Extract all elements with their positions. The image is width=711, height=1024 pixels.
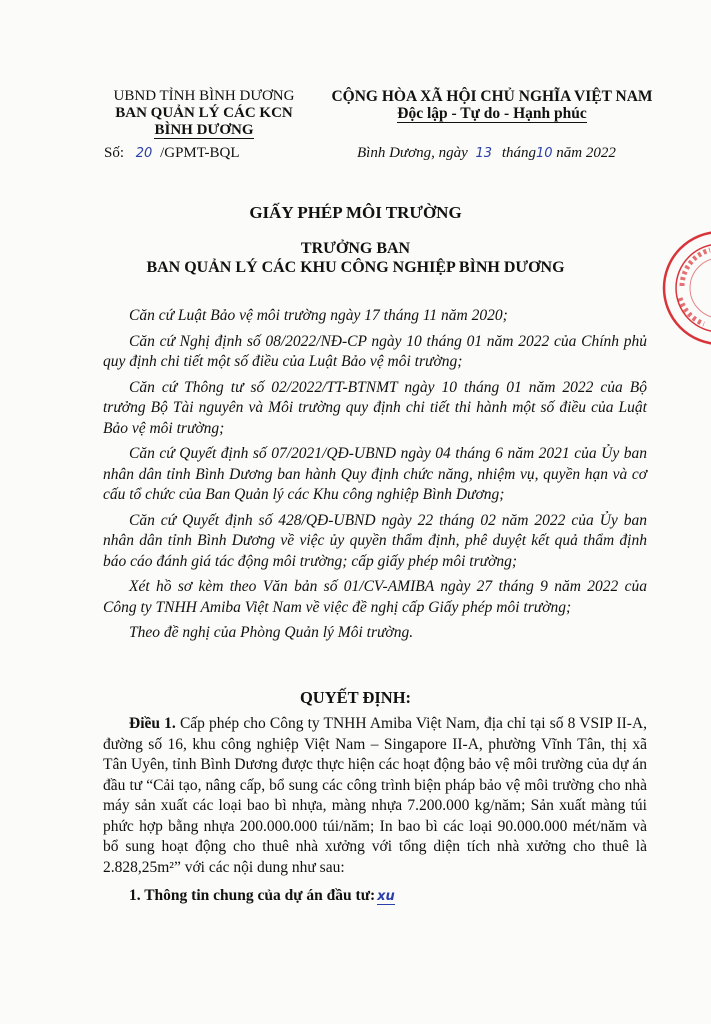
ground-item: Căn cứ Luật Bảo vệ môi trường ngày 17 tháng 11 năm 2020; [129, 307, 508, 324]
ground-item: Căn cứ Quyết định số 07/2021/QĐ-UBND ngày 04 tháng 6 năm 2021 của Ủy ban nhân dân tỉnh Bình Dương ban hành Quy định chức năng, nhiệm vụ, quyền hạn và cơ cấu tổ chức của Ban Quản lý các Khu công nghiệp Bình Dương; [103, 445, 647, 503]
management-board: BAN QUẢN LÝ CÁC KCN [115, 105, 293, 121]
ground-item: Xét hồ sơ kèm theo Văn bản số 01/CV-AMIBA ngày 27 tháng 9 năm 2022 của Công ty TNHH Amiba Việt Nam về việc đề nghị cấp Giấy phép môi trường; [103, 578, 647, 616]
issuer-header [88, 88, 320, 139]
ground-item: Căn cứ Thông tư số 02/2022/TT-BTNMT ngày 10 tháng 01 năm 2022 của Bộ trưởng Bộ Tài nguyên và Môi trường quy định chi tiết thi hành một số điều của Luật Bảo vệ môi trường; [103, 378, 647, 437]
board-location: BÌNH DƯƠNG [154, 122, 254, 138]
national-name: CỘNG HÒA XÃ HỘI CHỦ NGHĨA VIỆT NAM [331, 88, 653, 105]
legal-grounds [103, 306, 647, 644]
issuer-organization: BAN QUẢN LÝ CÁC KHU CÔNG NGHIỆP BÌNH DƯƠNG [146, 259, 565, 276]
section-1-heading: 1. Thông tin chung của dự án đầu tư: xu [129, 887, 395, 904]
article-1 [103, 714, 647, 878]
national-motto: Độc lập - Tự do - Hạnh phúc [397, 105, 587, 122]
handwritten-month: 10 [535, 146, 553, 161]
official-seal-icon [660, 228, 711, 348]
national-header [322, 88, 662, 123]
ground-item: Theo đề nghị của Phòng Quản lý Môi trường. [129, 624, 414, 641]
document-number: Số: 20 /GPMT-BQL [104, 145, 240, 161]
province-committee: UBND TỈNH BÌNH DƯƠNG [113, 88, 295, 104]
handwritten-initials: xu [377, 889, 395, 904]
decision-heading: QUYẾT ĐỊNH: [299, 688, 412, 707]
issuer-title: TRƯỞNG BAN [300, 240, 411, 257]
handwritten-day: 13 [475, 146, 493, 161]
ground-item: Căn cứ Nghị định số 08/2022/NĐ-CP ngày 10 tháng 01 năm 2022 của Chính phủ quy định chi tiết một số điều của Luật Bảo vệ môi trường; [103, 332, 647, 370]
article-text: Cấp phép cho Công ty TNHH Amiba Việt Nam, địa chỉ tại số 8 VSIP II-A, đường số 16, khu công nghiệp Việt Nam – Singapore II-A, phường Vĩnh Tân, thị xã Tân Uyên, tỉnh Bình Dương được thực hiện các hoạt động bảo vệ môi trường của dự án đầu tư “Cải tạo, nâng cấp, bổ sung các công trình biện pháp bảo vệ môi trường cho nhà máy sản xuất các loại bao bì nhựa, màng nhựa 7.200.000 kg/năm; Sản xuất màng túi phức hợp bằng nhựa 200.000.000 túi/năm; In bao bì các loại 90.000.000 mét/năm và bổ sung hoạt động cho thuê nhà xưởng với tổng diện tích nhà xưởng cho thuê là 2.828,25m²” với các nội dung như sau: [103, 715, 648, 876]
handwritten-number: 20 [135, 146, 153, 161]
document-title: GIẤY PHÉP MÔI TRƯỜNG [249, 203, 462, 222]
article-label: Điều 1. [129, 715, 176, 732]
ground-item: Căn cứ Quyết định số 428/QĐ-UBND ngày 22 tháng 02 năm 2022 của Ủy ban nhân dân tỉnh Bình Dương về việc ủy quyền thẩm định, phê duyệt kết quả thẩm định báo cáo đánh giá tác động môi trường; cấp giấy phép môi trường; [103, 511, 647, 570]
document-date: Bình Dương, ngày 13 tháng10 năm 2022 [357, 145, 616, 161]
